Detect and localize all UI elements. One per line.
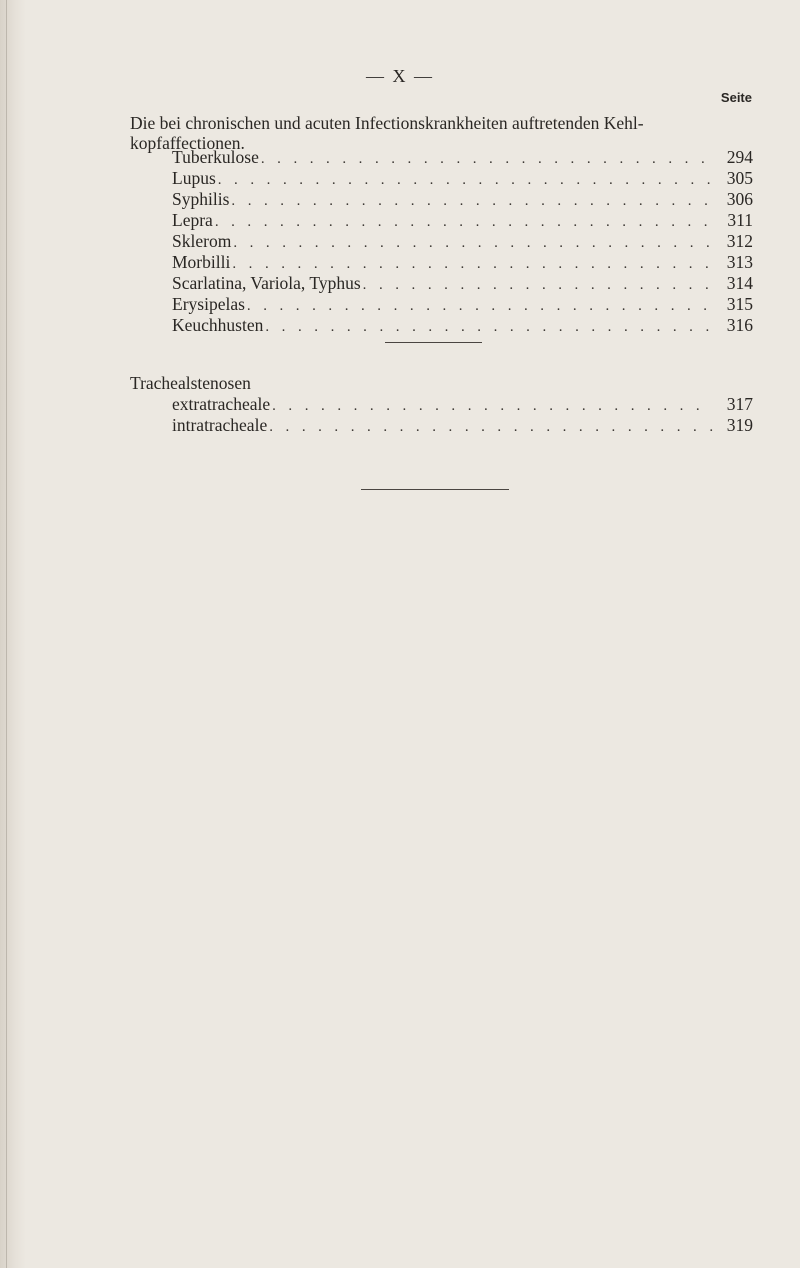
toc-entry-page: 305 <box>726 168 753 188</box>
section-heading-line: kopfaffectionen. <box>130 133 245 153</box>
toc-list-infection <box>172 147 753 336</box>
toc-entry-label: Morbilli <box>172 252 231 272</box>
column-header-seite: Seite <box>720 90 752 105</box>
toc-entry <box>172 315 753 336</box>
toc-entry-page: 312 <box>726 231 753 251</box>
page-number: — X — <box>366 66 434 86</box>
toc-entry-label: Lupus <box>172 168 216 188</box>
toc-entry-label: Sklerom <box>172 231 232 251</box>
toc-leader-dots <box>269 417 713 438</box>
toc-entry <box>172 231 753 252</box>
toc-entry-page: 315 <box>726 294 753 314</box>
toc-entry-label: Keuchhusten <box>172 315 264 335</box>
toc-leader-dots <box>363 275 713 296</box>
toc-entry-label: Erysipelas <box>172 294 245 314</box>
toc-entry <box>172 415 753 436</box>
toc-leader-dots <box>218 170 713 191</box>
section-heading-trachealstenosen: Trachealstenosen <box>130 373 251 393</box>
toc-entry-page: 311 <box>727 210 753 230</box>
toc-entry-label: extratracheale <box>172 394 271 414</box>
toc-entry-label: Lepra <box>172 210 213 230</box>
toc-leader-dots <box>272 396 713 417</box>
toc-leader-dots <box>233 233 713 254</box>
section-divider-rule <box>385 342 482 343</box>
toc-entry-page: 317 <box>726 394 753 414</box>
page-binding-edge <box>0 0 26 1268</box>
toc-entry <box>172 394 753 415</box>
toc-leader-dots <box>261 149 713 170</box>
toc-entry-page: 314 <box>726 273 753 293</box>
toc-leader-dots <box>232 254 713 275</box>
toc-entry <box>172 147 753 168</box>
toc-entry <box>172 210 753 231</box>
toc-entry-page: 316 <box>726 315 753 335</box>
toc-entry-page: 313 <box>726 252 753 272</box>
toc-entry-page: 306 <box>726 189 753 209</box>
toc-entry-page: 319 <box>726 415 753 435</box>
toc-entry <box>172 168 753 189</box>
toc-list-trachealstenosen <box>172 394 753 436</box>
toc-entry-label: Syphilis <box>172 189 230 209</box>
toc-leader-dots <box>247 296 713 317</box>
toc-leader-dots <box>265 317 713 338</box>
toc-leader-dots <box>215 212 713 233</box>
end-divider-rule <box>361 489 509 490</box>
toc-entry-page: 294 <box>726 147 753 167</box>
toc-entry-label: intratracheale <box>172 415 268 435</box>
section-heading-line: Die bei chronischen und acuten Infectionskrankheiten auftretenden Kehl- <box>130 113 644 133</box>
toc-entry <box>172 189 753 210</box>
toc-entry <box>172 294 753 315</box>
toc-entry-label: Scarlatina, Variola, Typhus <box>172 273 361 293</box>
toc-entry-label: Tuberkulose <box>172 147 259 167</box>
toc-leader-dots <box>231 191 713 212</box>
toc-entry <box>172 273 753 294</box>
toc-entry <box>172 252 753 273</box>
